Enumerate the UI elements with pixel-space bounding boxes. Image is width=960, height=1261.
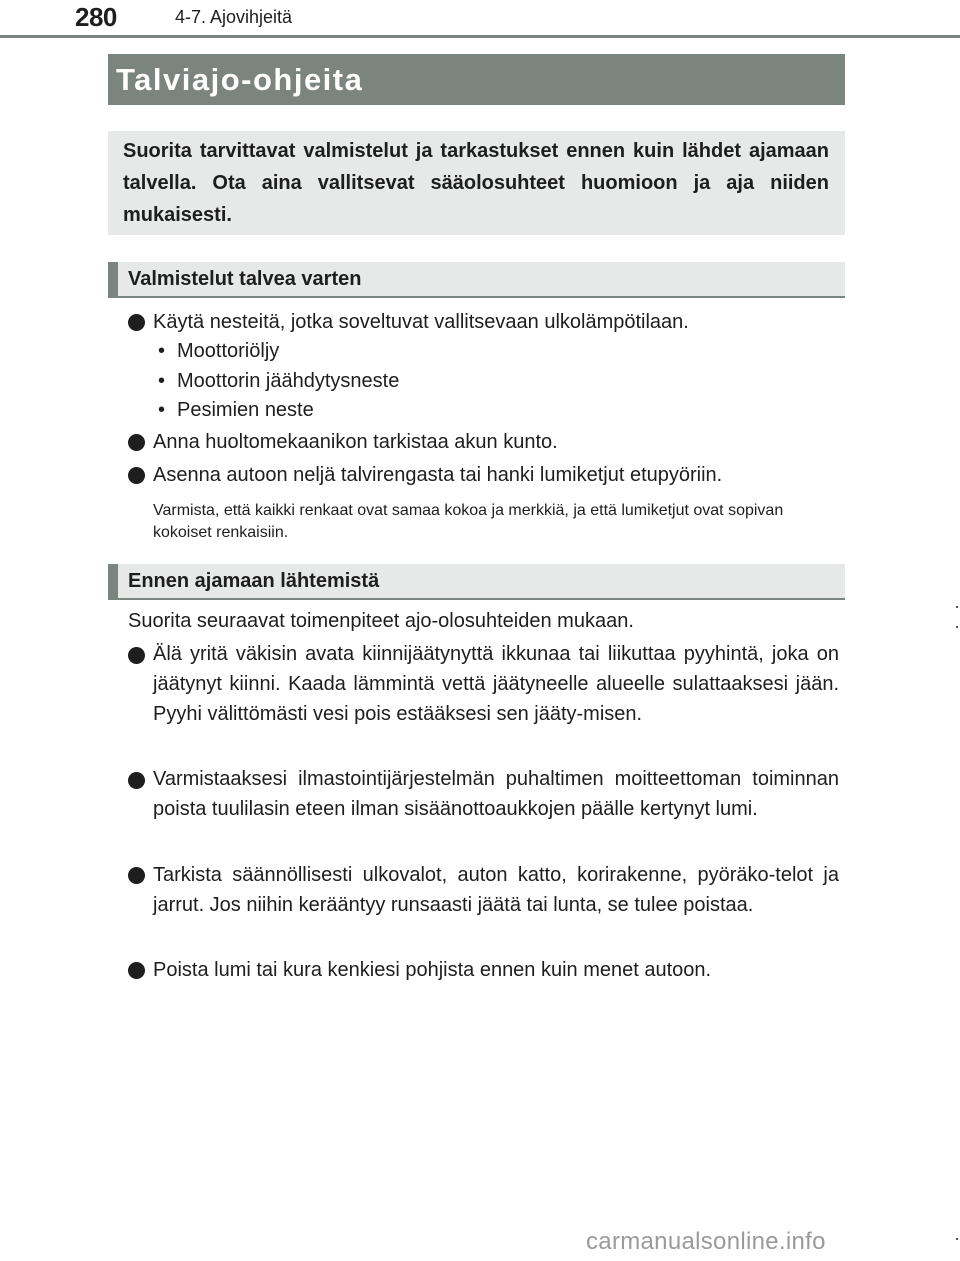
list-item: Älä yritä väkisin avata kiinnijäätynyttä ikkunaa tai liikuttaa pyyhintä, joka on jäätynyt kiinni. Kaada lämmintä vettä jäätyneelle alueelle sulattaaksesi jään. Pyyhi välittömästi vesi pois estääksesi sen jääty-misen. — [153, 643, 839, 725]
bullet-icon — [128, 962, 145, 979]
sub-list-item: Moottorin jäähdytysneste — [177, 370, 400, 392]
edge-mark — [956, 606, 958, 608]
intro-text: Suorita tarvittavat valmistelut ja tarkastukset ennen kuin lähdet ajamaan talvella. Ota aina vallitsevat sääolosuhteet huomioon ja aja niiden mukaisesti. — [123, 140, 829, 226]
section-heading-winter-prep: Valmistelut talvea varten — [108, 262, 845, 298]
page-number: 280 — [75, 2, 117, 32]
list-item: Poista lumi tai kura kenkiesi pohjista ennen kuin menet autoon. — [153, 959, 712, 981]
sub-list-item: Moottoriöljy — [177, 340, 280, 362]
chapter-label: 4-7. Ajovihjeitä — [175, 7, 293, 27]
bullet-icon — [128, 867, 145, 884]
watermark: carmanualsonline.info — [586, 1228, 826, 1255]
bullet-icon — [128, 647, 145, 664]
tire-note: Varmista, että kaikki renkaat ovat samaa kokoa ja merkkiä, ja että lumiketjut ovat sopivan kokoiset renkaisiin. — [153, 502, 784, 541]
list-item: Asenna autoon neljä talvirengasta tai hanki lumiketjut etupyöriin. — [153, 464, 723, 486]
list-item: Anna huoltomekaanikon tarkistaa akun kunto. — [153, 431, 558, 453]
bullet-icon — [128, 434, 145, 451]
sub-bullet-icon: • — [158, 370, 166, 392]
edge-mark — [956, 1238, 958, 1240]
list-item: Varmistaaksesi ilmastointijärjestelmän puhaltimen moitteettoman toiminnan poista tuulilasin eteen ilman sisäänottoaukkojen päälle kertynyt lumi. — [153, 768, 839, 820]
bullet-icon — [128, 772, 145, 789]
sub-bullet-icon: • — [158, 340, 166, 362]
list-item: Tarkista säännöllisesti ulkovalot, auton katto, korirakenne, pyöräko-telot ja jarrut. Jos niihin kerääntyy runsaasti jäätä tai lunta, se tulee poistaa. — [153, 864, 839, 916]
edge-mark — [956, 626, 958, 628]
intro-box — [108, 131, 845, 235]
list-item: Käytä nesteitä, jotka soveltuvat vallitsevaan ulkolämpötilaan. — [153, 311, 689, 333]
section-heading-before-driving: Ennen ajamaan lähtemistä — [108, 564, 845, 600]
sub-list-item: Pesimien neste — [177, 399, 314, 421]
bullet-icon — [128, 314, 145, 331]
page-title: Talviajo-ohjeita — [108, 54, 845, 105]
section-lead: Suorita seuraavat toimenpiteet ajo-olosuhteiden mukaan. — [128, 610, 634, 632]
header-rule — [0, 35, 960, 38]
bullet-icon — [128, 467, 145, 484]
sub-bullet-icon: • — [158, 399, 166, 421]
